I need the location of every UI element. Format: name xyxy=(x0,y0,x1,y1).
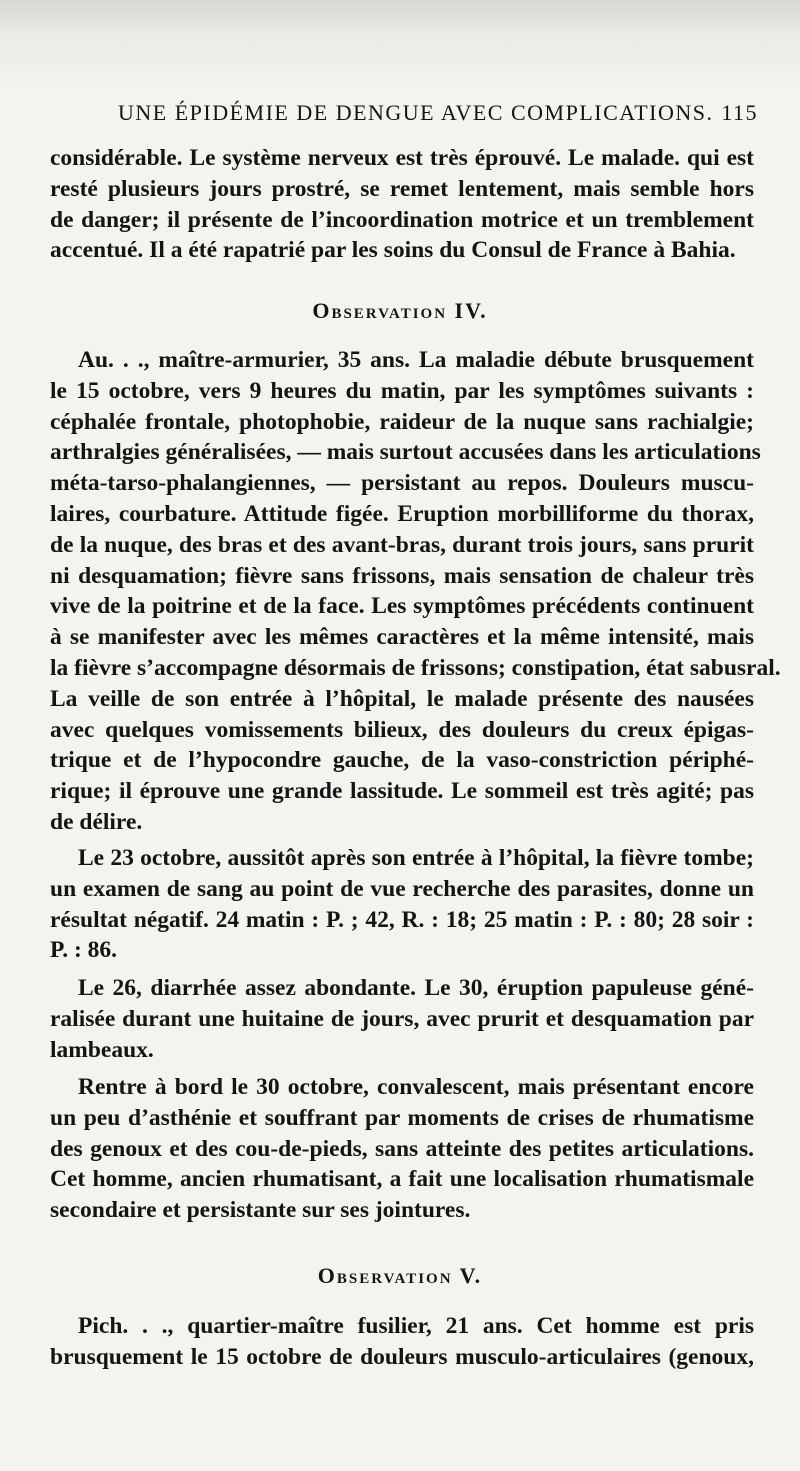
text-line: Rentre à bord le 30 octobre, convalescent, mais présentant encore xyxy=(78,1074,754,1100)
text-line: de la nuque, des bras et des avant-bras, durant trois jours, sans prurit xyxy=(50,531,754,558)
observation-5-paragraph-1 xyxy=(50,1311,754,1373)
observation-4-paragraph-4 xyxy=(50,1072,754,1226)
text-line: de danger; il présente de l’incoordination motrice et un tremblement xyxy=(50,206,754,233)
text-line: méta-tarso-phalangiennes, — persistant au repos. Douleurs muscu- xyxy=(50,470,754,497)
text-line: Au. . ., maître-armurier, 35 ans. La maladie débute brusquement xyxy=(78,347,754,373)
text-line: secondaire et persistante sur ses jointures. xyxy=(50,1197,471,1224)
text-line: des genoux et des cou-de-pieds, sans atteinte des petites articulations. xyxy=(50,1135,754,1162)
text-line: avec quelques vomissements bilieux, des douleurs du creux épigas- xyxy=(50,716,754,743)
text-line: céphalée frontale, photophobie, raideur de la nuque sans rachialgie; xyxy=(50,408,754,435)
text-line: Le 26, diarrhée assez abondante. Le 30, éruption papuleuse géné- xyxy=(78,975,754,1001)
text-line: considérable. Le système nerveux est très éprouvé. Le malade. qui est xyxy=(50,145,754,171)
text-line: ni desquamation; fièvre sans frissons, mais sensation de chaleur très xyxy=(50,562,754,589)
text-line: accentué. Il a été rapatrié par les soins du Consul de France à Bahia. xyxy=(50,237,736,264)
text-line: La veille de son entrée à l’hôpital, le malade présente des nausées xyxy=(50,685,754,712)
text-line: vive de la poitrine et de la face. Les symptômes précédents continuent xyxy=(50,593,754,620)
text-line: arthralgies généralisées, — mais surtout accusées dans les articulations xyxy=(50,439,761,466)
text-line: de délire. xyxy=(50,808,143,835)
text-line: P. : 86. xyxy=(50,937,118,964)
section-heading-observation-5: Observation V. xyxy=(317,1263,483,1288)
text-line: resté plusieurs jours prostré, se remet lentement, mais semble hors xyxy=(50,175,754,202)
text-line: ralisée durant une huitaine de jours, avec prurit et desquamation par xyxy=(50,1005,754,1032)
intro-paragraph xyxy=(50,143,754,266)
text-line: Cet homme, ancien rhumatisant, a fait une localisation rhumatismale xyxy=(50,1166,754,1193)
page-number: 115 xyxy=(721,100,758,125)
text-line: à se manifester avec les mêmes caractères et la même intensité, mais xyxy=(50,624,754,651)
observation-4-paragraph-2 xyxy=(50,843,754,966)
text-line: résultat négatif. 24 matin : P. ; 42, R. : 18; 25 matin : P. : 80; 28 soir : xyxy=(50,906,754,933)
text-line: un examen de sang au point de vue recherche des parasites, donne un xyxy=(50,875,754,902)
text-line: Le 23 octobre, aussitôt après son entrée à l’hôpital, la fièvre tombe; xyxy=(78,845,754,871)
text-line: Pich. . ., quartier-maître fusilier, 21 ans. Cet homme est pris xyxy=(78,1313,754,1339)
running-head-title: UNE ÉPIDÉMIE DE DENGUE AVEC COMPLICATIONS. xyxy=(118,100,714,125)
observation-4-paragraph-3 xyxy=(50,973,754,1065)
text-line: brusquement le 15 octobre de douleurs musculo-articulaires (genoux, xyxy=(50,1343,754,1370)
observation-4-paragraph-1 xyxy=(50,345,781,838)
text-line: le 15 octobre, vers 9 heures du matin, par les symptômes suivants : xyxy=(50,377,754,404)
scan-edge xyxy=(0,0,800,90)
text-line: laires, courbature. Attitude figée. Eruption morbilliforme du thorax, xyxy=(50,500,754,527)
text-line: rique; il éprouve une grande lassitude. Le sommeil est très agité; pas xyxy=(50,778,754,805)
text-line: trique et de l’hypocondre gauche, de la vaso-constriction périphé- xyxy=(50,747,754,774)
section-heading-observation-4: Observation IV. xyxy=(312,298,488,323)
text-line: la fièvre s’accompagne désormais de frissons; constipation, état sabusral. xyxy=(50,654,781,681)
running-head xyxy=(118,100,758,126)
text-line: un peu d’asthénie et souffrant par moments de crises de rhumatisme xyxy=(50,1104,754,1131)
text-line: lambeaux. xyxy=(50,1036,154,1063)
